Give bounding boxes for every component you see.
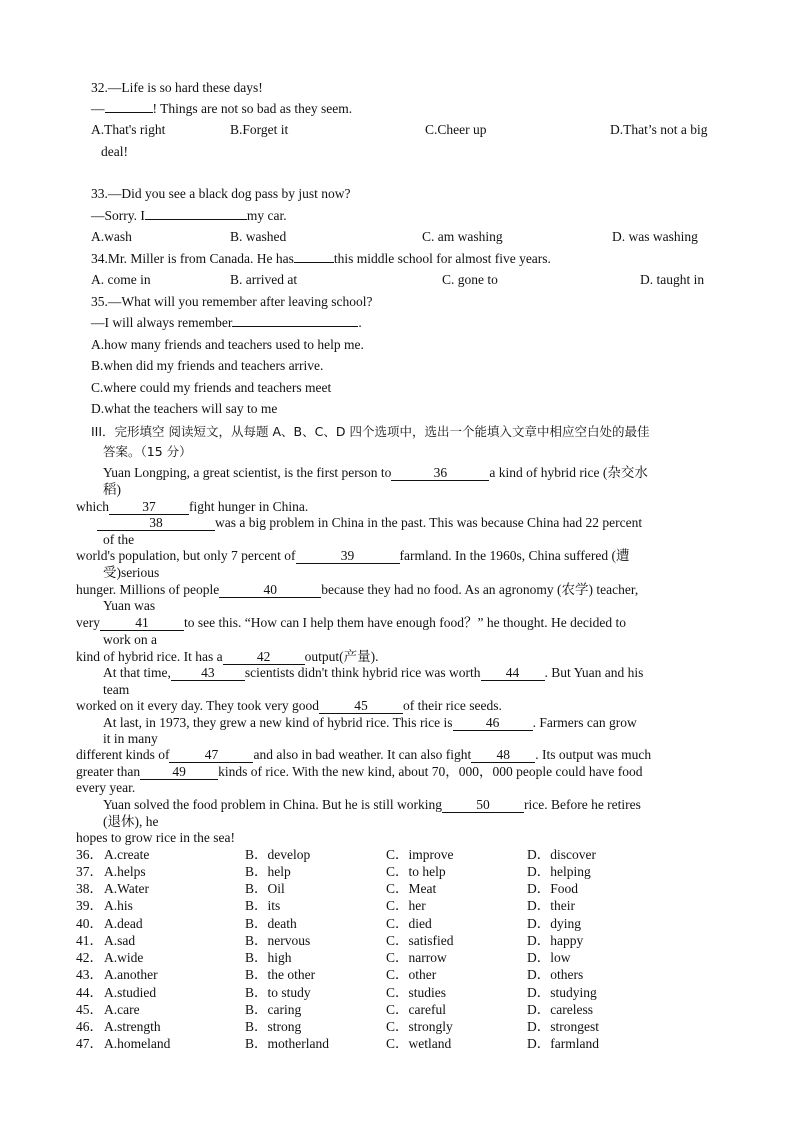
section-instruction: III．完形填空 阅读短文，从每题 A、B、C、D 四个选项中，选出一个能填入文章中相应空白处的最佳 xyxy=(91,424,650,439)
option-b[interactable]: B.when did my friends and teachers arrive. xyxy=(91,358,324,373)
answer-blank[interactable] xyxy=(145,219,247,220)
cloze-blank-48[interactable]: 48 xyxy=(471,747,535,763)
cloze-blank-46[interactable]: 46 xyxy=(453,715,533,731)
option-d[interactable]: D．studying xyxy=(527,985,597,1000)
option-d[interactable]: D．dying xyxy=(527,916,581,931)
cloze-blank-43[interactable]: 43 xyxy=(171,665,245,681)
reply-line: —I will always remember . xyxy=(91,315,362,330)
option-a[interactable]: A.dead xyxy=(104,916,143,931)
option-a[interactable]: A.sad xyxy=(104,933,136,948)
passage-line: world's population, but only 7 percent of 39 farmland. In the 1960s, China suffered (遭 xyxy=(76,548,630,563)
passage-line: work on a xyxy=(103,632,157,647)
option-c[interactable]: C.where could my friends and teachers meet xyxy=(91,380,332,395)
option-c[interactable]: C．careful xyxy=(386,1002,446,1017)
option-d[interactable]: D．others xyxy=(527,967,584,982)
option-c[interactable]: C. am washing xyxy=(422,229,503,244)
option-b[interactable]: B．high xyxy=(245,950,292,965)
option-c[interactable]: C. gone to xyxy=(442,272,498,287)
option-a[interactable]: A.care xyxy=(104,1002,140,1017)
cloze-blank-45[interactable]: 45 xyxy=(319,698,403,714)
option-b[interactable]: B．to study xyxy=(245,985,311,1000)
option-b[interactable]: B. washed xyxy=(230,229,287,244)
option-b[interactable]: B．its xyxy=(245,898,281,913)
option-b[interactable]: B．the other xyxy=(245,967,316,982)
option-number: 41． xyxy=(76,933,103,948)
option-b[interactable]: B．develop xyxy=(245,847,311,862)
answer-blank[interactable] xyxy=(232,326,358,327)
reply-line: —Sorry. I my car. xyxy=(91,208,287,223)
passage-line: which 37 fight hunger in China. xyxy=(76,499,309,514)
option-a[interactable]: A.That's right xyxy=(91,122,166,137)
passage-line: 38 was a big problem in China in the past. This was because China had 22 percent xyxy=(97,515,642,531)
question-stem: 34.Mr. Miller is from Canada. He has this middle school for almost five years. xyxy=(91,251,551,266)
option-c[interactable]: C．other xyxy=(386,967,437,982)
answer-blank[interactable] xyxy=(294,262,334,263)
option-c[interactable]: C．died xyxy=(386,916,432,931)
option-a[interactable]: A.studied xyxy=(104,985,157,1000)
passage-line: worked on it every day. They took very good 45 of their rice seeds. xyxy=(76,698,502,713)
option-d[interactable]: D．strongest xyxy=(527,1019,599,1034)
passage-line: every year. xyxy=(76,780,136,795)
cloze-blank-39[interactable]: 39 xyxy=(296,548,400,564)
option-c[interactable]: C．satisfied xyxy=(386,933,454,948)
passage-line: greater than 49 kinds of rice. With the new kind, about 70，000，000 people could have food xyxy=(76,764,643,779)
option-number: 38． xyxy=(76,881,103,896)
option-b[interactable]: B.Forget it xyxy=(230,122,289,137)
option-number: 42． xyxy=(76,950,103,965)
option-a[interactable]: A.wash xyxy=(91,229,132,244)
cloze-blank-41[interactable]: 41 xyxy=(100,615,184,631)
cloze-blank-36[interactable]: 36 xyxy=(391,465,489,481)
option-d[interactable]: D.That’s not a big xyxy=(610,122,708,137)
option-number: 40． xyxy=(76,916,103,931)
option-d[interactable]: D．low xyxy=(527,950,571,965)
option-a[interactable]: A. come in xyxy=(91,272,151,287)
option-number: 39． xyxy=(76,898,103,913)
question-stem: 35.—What will you remember after leaving school? xyxy=(91,294,373,309)
option-c[interactable]: C．Meat xyxy=(386,881,437,896)
cloze-blank-40[interactable]: 40 xyxy=(219,582,321,598)
option-b[interactable]: B．death xyxy=(245,916,297,931)
passage-line: hopes to grow rice in the sea! xyxy=(76,830,235,845)
option-a[interactable]: A.helps xyxy=(104,864,146,879)
option-d[interactable]: D.what the teachers will say to me xyxy=(91,401,278,416)
option-c[interactable]: C．wetland xyxy=(386,1036,452,1051)
passage-line: Yuan solved the food problem in China. But he is still working 50 rice. Before he retires xyxy=(103,797,641,812)
option-b[interactable]: B．strong xyxy=(245,1019,302,1034)
cloze-blank-50[interactable]: 50 xyxy=(442,797,524,813)
option-b[interactable]: B．motherland xyxy=(245,1036,329,1051)
passage-line: Yuan was xyxy=(103,598,156,613)
passage-line: At that time, 43 scientists didn't think hybrid rice was worth 44 . But Yuan and his xyxy=(103,665,644,680)
option-a[interactable]: A.Water xyxy=(104,881,150,896)
passage-line: hunger. Millions of people 40 because they had no food. As an agronomy (农学) teacher, xyxy=(76,582,639,597)
passage-line: of the xyxy=(103,532,135,547)
option-a[interactable]: A.his xyxy=(104,898,133,913)
option-c[interactable]: C．her xyxy=(386,898,426,913)
option-b[interactable]: B．Oil xyxy=(245,881,285,896)
option-d[interactable]: D．farmland xyxy=(527,1036,599,1051)
passage-line: 受)serious xyxy=(103,565,160,580)
option-d-continued: deal! xyxy=(101,144,128,159)
option-b[interactable]: B．nervous xyxy=(245,933,311,948)
passage-line: team xyxy=(103,682,130,697)
passage-line: At last, in 1973, they grew a new kind of hybrid rice. This rice is 46 . Farmers can grow xyxy=(103,715,637,730)
option-d[interactable]: D. was washing xyxy=(612,229,698,244)
question-stem: 33.—Did you see a black dog pass by just now? xyxy=(91,186,351,201)
cloze-blank-47[interactable]: 47 xyxy=(169,747,253,763)
option-d[interactable]: D．their xyxy=(527,898,575,913)
answer-blank[interactable] xyxy=(105,112,153,113)
option-c[interactable]: C．studies xyxy=(386,985,447,1000)
passage-line: kind of hybrid rice. It has a 42 output(产量). xyxy=(76,649,379,664)
option-a[interactable]: A.create xyxy=(104,847,150,862)
option-number: 36． xyxy=(76,847,103,862)
option-number: 46． xyxy=(76,1019,103,1034)
option-c[interactable]: C．improve xyxy=(386,847,454,862)
cloze-blank-37[interactable]: 37 xyxy=(109,499,189,515)
option-d[interactable]: D．happy xyxy=(527,933,584,948)
option-d[interactable]: D．helping xyxy=(527,864,591,879)
option-a[interactable]: A.homeland xyxy=(104,1036,171,1051)
option-d[interactable]: D. taught in xyxy=(640,272,705,287)
section-instruction-cont: 答案。（15 分） xyxy=(103,444,192,459)
option-d[interactable]: D．careless xyxy=(527,1002,593,1017)
option-d[interactable]: D．discover xyxy=(527,847,596,862)
cloze-blank-38[interactable]: 38 xyxy=(97,515,215,531)
option-a[interactable]: A.wide xyxy=(104,950,144,965)
option-c[interactable]: C．narrow xyxy=(386,950,447,965)
cloze-blank-44[interactable]: 44 xyxy=(481,665,545,681)
question-stem: 32.—Life is so hard these days! xyxy=(91,80,263,95)
cloze-blank-42[interactable]: 42 xyxy=(223,649,305,665)
option-b[interactable]: B．caring xyxy=(245,1002,302,1017)
passage-line: Yuan Longping, a great scientist, is the first person to 36 a kind of hybrid rice (杂交水 xyxy=(103,465,648,480)
option-c[interactable]: C．strongly xyxy=(386,1019,453,1034)
option-c[interactable]: C.Cheer up xyxy=(425,122,487,137)
option-number: 43． xyxy=(76,967,103,982)
passage-line: very 41 to see this. “How can I help them have enough food？” he thought. He decided to xyxy=(76,615,626,630)
passage-line: 稻) xyxy=(103,482,121,497)
option-a[interactable]: A.how many friends and teachers used to help me. xyxy=(91,337,364,352)
option-a[interactable]: A.strength xyxy=(104,1019,161,1034)
option-number: 37． xyxy=(76,864,103,879)
cloze-blank-49[interactable]: 49 xyxy=(140,764,218,780)
passage-line: (退休), he xyxy=(103,814,159,829)
passage-line: different kinds of 47 and also in bad weather. It can also fight 48 . Its output was much xyxy=(76,747,652,762)
option-b[interactable]: B．help xyxy=(245,864,291,879)
reply-line: — ! Things are not so bad as they seem. xyxy=(91,101,353,116)
option-number: 45． xyxy=(76,1002,103,1017)
option-b[interactable]: B. arrived at xyxy=(230,272,298,287)
option-c[interactable]: C．to help xyxy=(386,864,446,879)
option-number: 47． xyxy=(76,1036,103,1051)
passage-line: it in many xyxy=(103,731,158,746)
option-number: 44． xyxy=(76,985,103,1000)
option-a[interactable]: A.another xyxy=(104,967,158,982)
option-d[interactable]: D．Food xyxy=(527,881,579,896)
